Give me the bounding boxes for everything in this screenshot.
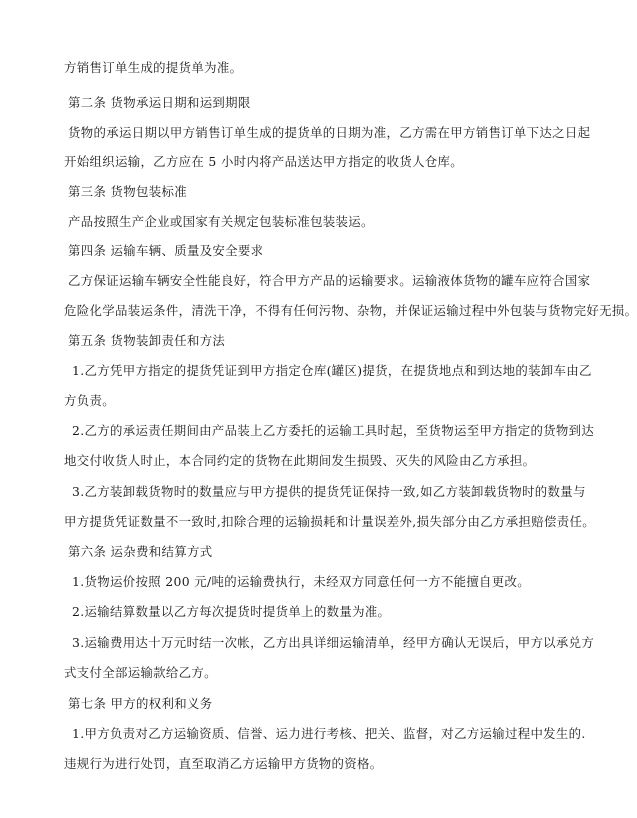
paragraph-line: 3.乙方装卸载货物时的数量应与甲方提供的提货凭证保持一致,如乙方装卸载货物时的数量与 — [72, 484, 586, 499]
paragraph-line: 产品按照生产企业或国家有关规定包装标准包装装运。 — [68, 214, 374, 229]
paragraph-line: 方负责。 — [64, 393, 115, 408]
paragraph-line: 违规行为进行处罚，直至取消乙方运输甲方货物的资格。 — [64, 756, 383, 771]
paragraph-line: 1.货物运价按照 200 元/吨的运输费执行，未经双方同意任何一方不能擅自更改。 — [72, 574, 531, 589]
paragraph-line: 3.运输费用达十万元时结一次帐，乙方出具详细运输清单，经甲方确认无误后，甲方以承兑方 — [72, 635, 595, 650]
paragraph-line: 式支付全部运输款给乙方。 — [64, 665, 217, 680]
paragraph-line: 甲方提货凭证数量不一致时,扣除合理的运输损耗和计量误差外,损失部分由乙方承担赔偿责任。 — [64, 514, 595, 529]
paragraph-line: 地交付收货人时止，本合同约定的货物在此期间发生损毁、灭失的风险由乙方承担。 — [64, 453, 536, 468]
paragraph-line: 货物的承运日期以甲方销售订单生成的提货单的日期为准，乙方需在甲方销售订单下达之日起 — [68, 125, 591, 140]
paragraph-line: 乙方保证运输车辆安全性能良好，符合甲方产品的运输要求。运输液体货物的罐车应符合国家 — [68, 273, 591, 288]
paragraph-line: 1.乙方凭甲方指定的提货凭证到甲方指定仓库(罐区)提货，在提货地点和到达地的装卸车由乙 — [72, 363, 592, 378]
section-heading-6: 第六条 运杂费和结算方式 — [68, 544, 213, 559]
paragraph-line: 危险化学品装运条件，清洗干净，不得有任何污物、杂物，并保证运输过程中外包装与货物完好无损。 — [64, 303, 637, 318]
paragraph-line: 开始组织运输，乙方应在 5 小时内将产品送达甲方指定的收货人仓库。 — [64, 154, 464, 169]
section-heading-5: 第五条 货物装卸责任和方法 — [68, 333, 226, 348]
paragraph-line: 2.运输结算数量以乙方每次提货时提货单上的数量为准。 — [72, 604, 391, 619]
section-heading-4: 第四条 运输车辆、质量及安全要求 — [68, 243, 264, 258]
paragraph-line: 1.甲方负责对乙方运输资质、信誉、运力进行考核、把关、监督，对乙方运输过程中发生的. — [72, 726, 586, 741]
section-heading-3: 第三条 货物包装标准 — [68, 184, 187, 199]
section-heading-2: 第二条 货物承运日期和运到期限 — [68, 95, 251, 110]
paragraph-line: 方销售订单生成的提货单为准。 — [64, 60, 243, 75]
paragraph-line: 2.乙方的承运责任期间由产品装上乙方委托的运输工具时起，至货物运至甲方指定的货物到达 — [72, 423, 595, 438]
section-heading-7: 第七条 甲方的权利和义务 — [68, 696, 213, 711]
